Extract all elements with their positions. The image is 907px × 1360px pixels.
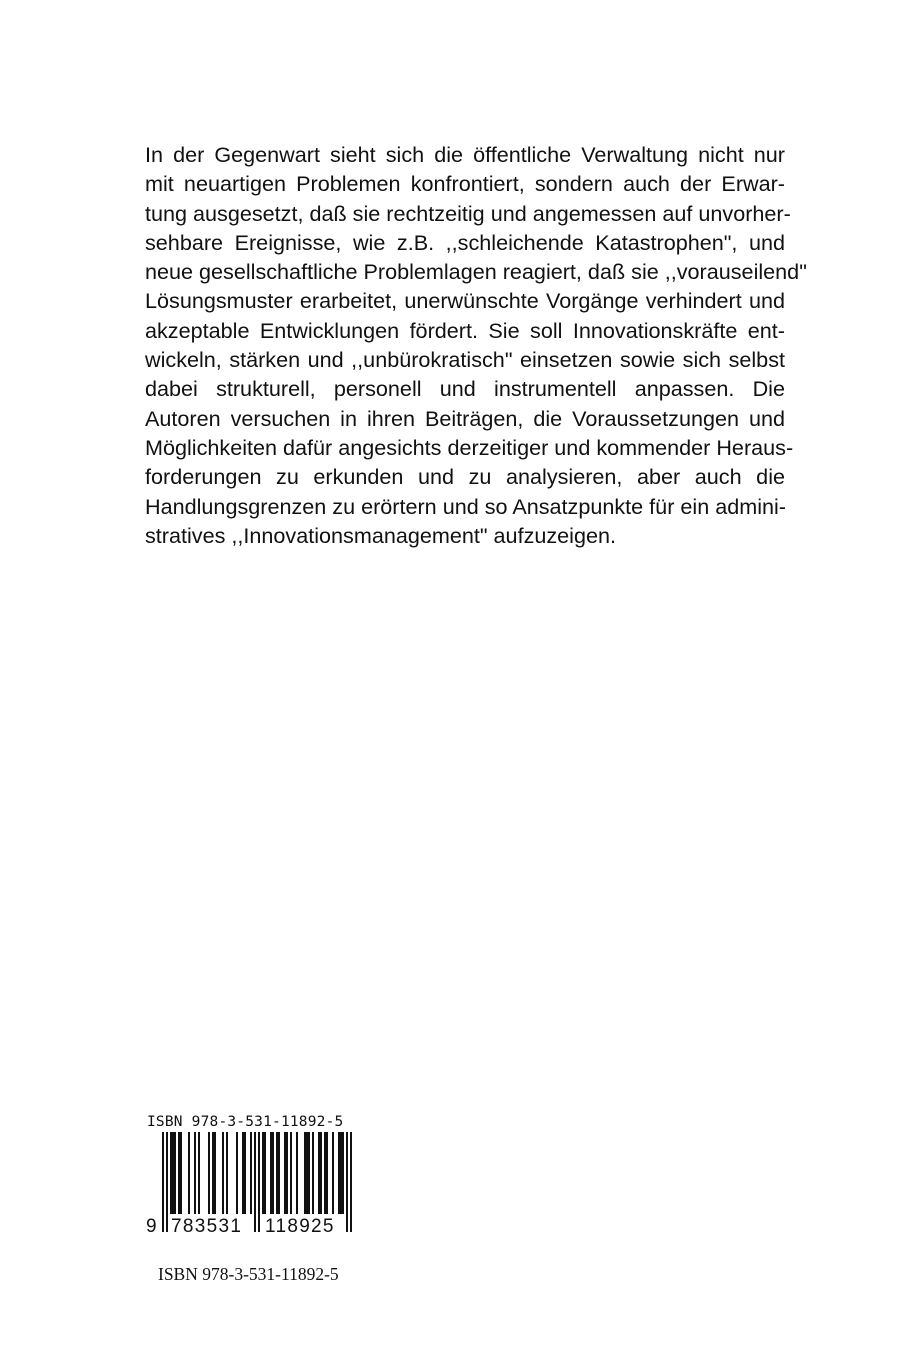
barcode-guard-bar xyxy=(350,1132,352,1232)
barcode-bar xyxy=(338,1132,344,1214)
isbn-footer: ISBN 978-3-531-11892-5 xyxy=(158,1264,339,1284)
barcode-bar xyxy=(198,1132,200,1214)
blurb-line: Möglichkeiten dafür angesichts derzeitiger und kommender Heraus- xyxy=(145,434,794,460)
barcode-guard-bar xyxy=(346,1132,348,1232)
blurb-line: wickeln, stärken und ,,unbürokratisch" einsetzen sowie sich selbst xyxy=(145,347,785,373)
barcode-bar xyxy=(304,1132,310,1214)
barcode-bar xyxy=(170,1132,176,1214)
barcode-bar xyxy=(242,1132,246,1214)
barcode-guard-bar xyxy=(162,1132,164,1232)
blurb-paragraph xyxy=(145,140,807,550)
barcode-bar xyxy=(250,1132,252,1214)
barcode-bar xyxy=(284,1132,288,1214)
barcode-bar xyxy=(290,1132,292,1214)
barcode-isbn-label: ISBN 978-3-531-11892-5 xyxy=(147,1114,344,1130)
barcode-bar xyxy=(312,1132,314,1214)
barcode-bar xyxy=(222,1132,224,1214)
barcode-bar xyxy=(262,1132,266,1214)
barcode-bar xyxy=(208,1132,210,1214)
barcode-bar xyxy=(226,1132,228,1214)
blurb-line: dabei strukturell, personell und instrumentell anpassen. Die xyxy=(145,376,785,402)
barcode-bar xyxy=(212,1132,216,1214)
barcode-bar xyxy=(318,1132,322,1214)
isbn-barcode xyxy=(145,1112,370,1247)
blurb-line: Lösungsmuster erarbeitet, unerwünschte Vorgänge verhindert und xyxy=(145,288,785,314)
barcode-first-digit: 9 xyxy=(146,1216,157,1237)
blurb-line: stratives ,,Innovationsmanagement" aufzuzeigen. xyxy=(145,522,617,548)
blurb-line: In der Gegenwart sieht sich die öffentliche Verwaltung nicht nur xyxy=(145,142,785,167)
barcode-guard-bar xyxy=(254,1132,256,1232)
barcode-bar xyxy=(324,1132,328,1214)
blurb-line: forderungen zu erkunden und zu analysieren, aber auch die xyxy=(145,464,785,490)
barcode-guard-bar xyxy=(166,1132,168,1232)
barcode-bar xyxy=(270,1132,274,1214)
blurb-line: neue gesellschaftliche Problemlagen reagiert, daß sie ,,vorauseilend" xyxy=(145,259,807,285)
barcode-bar xyxy=(276,1132,280,1214)
blurb-line: Handlungsgrenzen zu erörtern und so Ansatzpunkte für ein admini- xyxy=(145,493,787,519)
barcode-bar xyxy=(188,1132,190,1214)
barcode-left-digits: 783531 xyxy=(171,1216,243,1237)
barcode-bar xyxy=(178,1132,182,1214)
barcode-right-digits: 118925 xyxy=(265,1216,335,1237)
blurb-line: tung ausgesetzt, daß sie rechtzeitig und angemessen auf unvorher- xyxy=(145,200,791,226)
barcode-bar xyxy=(332,1132,334,1214)
barcode-bar xyxy=(194,1132,196,1214)
barcode-bar xyxy=(236,1132,238,1214)
blurb-line: sehbare Ereignisse, wie z.B. ,,schleichende Katastrophen", und xyxy=(145,229,785,255)
blurb-line: akzeptable Entwicklungen fördert. Sie soll Innovationskräfte ent- xyxy=(145,317,785,343)
barcode-bar xyxy=(296,1132,298,1214)
blurb-line: mit neuartigen Problemen konfrontiert, sondern auch der Erwar- xyxy=(145,171,785,197)
blurb-line: Autoren versuchen in ihren Beiträgen, die Voraussetzungen und xyxy=(145,405,785,431)
barcode-guard-bar xyxy=(258,1132,260,1232)
